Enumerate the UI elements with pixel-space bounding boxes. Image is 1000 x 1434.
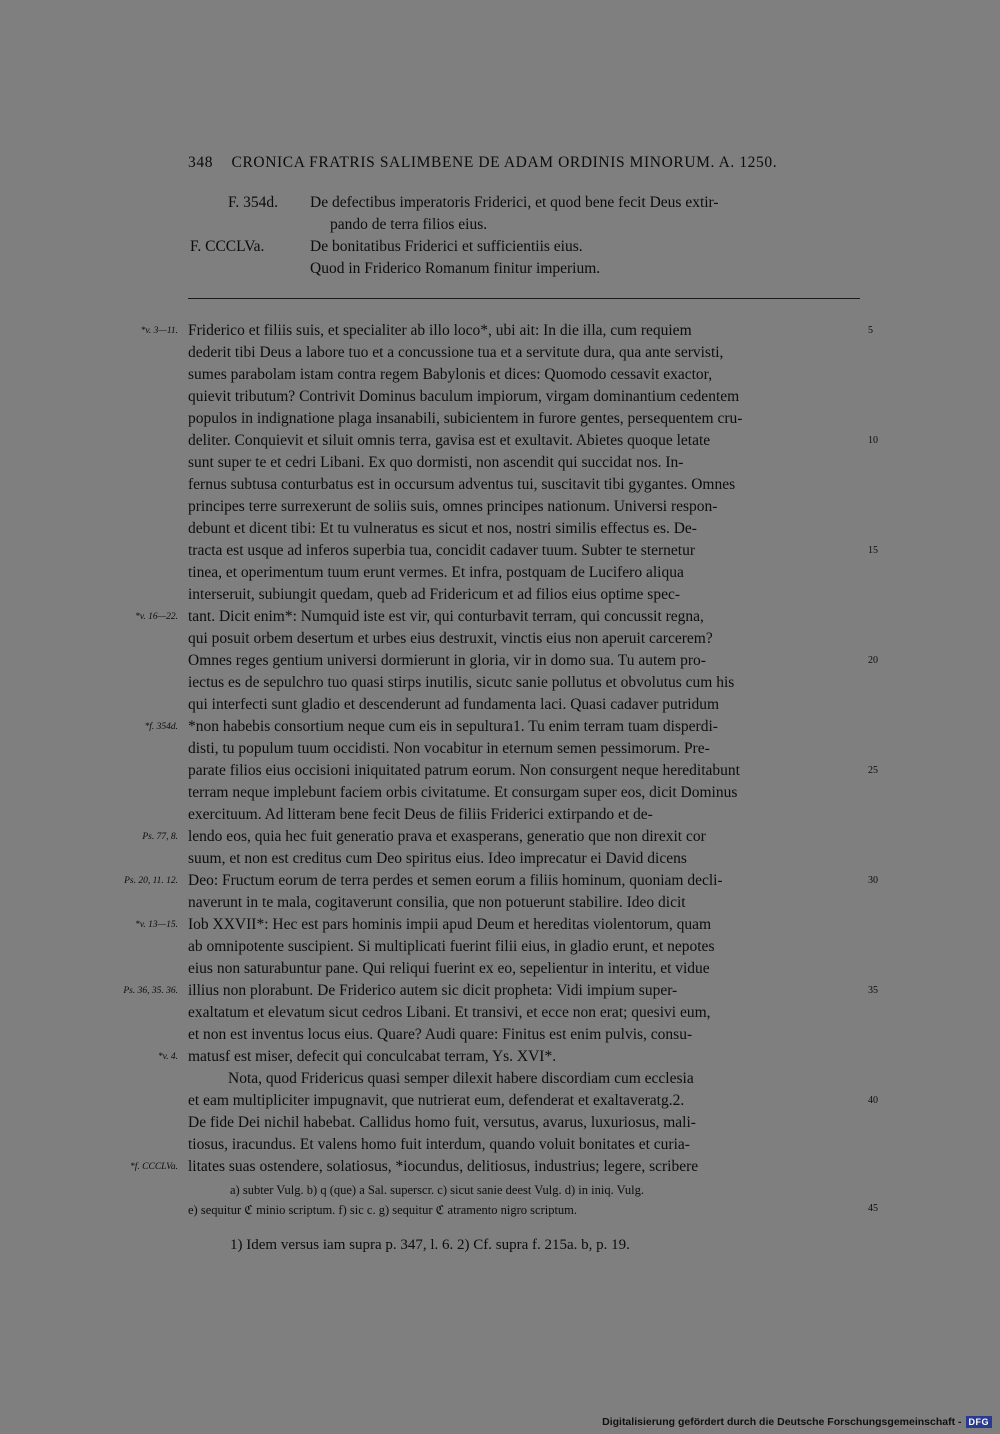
text-line: naverunt in te mala, cogitaverunt consilia, que non potuerunt stabilire. Ideo dicit xyxy=(188,894,686,911)
text-line: Nota, quod Fridericus quasi semper dilexit habere discordiam cum ecclesia xyxy=(228,1070,694,1087)
line-number: 5 xyxy=(868,325,873,336)
text-line: sumes parabolam istam contra regem Babylonis et dices: Quomodo cessavit exactor, xyxy=(188,366,713,383)
chapter-title: De bonitatibus Friderici et sufficientiis eius. xyxy=(310,238,583,255)
text-line: illius non plorabunt. De Friderico autem sic dicit propheta: Vidi impium super- xyxy=(188,982,678,999)
margin-reference: *f. CCCLVa. xyxy=(130,1162,178,1172)
text-line: tinea, et operimentum tuum erunt vermes. Et infra, postquam de Lucifero aliqua xyxy=(188,564,684,581)
credit-text: Digitalisierung gefördert durch die Deutsche Forschungsgemeinschaft - xyxy=(602,1416,962,1428)
text-line: debunt et dicent tibi: Et tu vulneratus es sicut et nos, nostri similis effectus es. De- xyxy=(188,520,697,537)
footnotes-line-1: a) subter Vulg. b) q (que) a Sal. superscr. c) sicut sanie deest Vulg. d) in iniq. Vulg. xyxy=(230,1183,644,1197)
margin-reference: Ps. 36, 35. 36. xyxy=(123,986,178,996)
text-line: suum, et non est creditus cum Deo spiritus eius. Ideo imprecatur ei David dicens xyxy=(188,850,687,867)
text-line: ab omnipotente suscipient. Si multiplicati fuerint filii eius, in gladio erunt, et nepotes xyxy=(188,938,715,955)
page-number: 348 xyxy=(188,154,214,171)
text-line: iectus es de sepulchro tuo quasi stirps inutilis, sicutc sanie pollutus et obvolutus cum his xyxy=(188,674,735,691)
margin-reference: *v. 16—22. xyxy=(135,612,178,622)
dfg-logo-icon: DFG xyxy=(966,1416,993,1428)
margin-reference: *v. 4. xyxy=(157,1052,178,1062)
text-line: De fide Dei nichil habebat. Callidus homo fuit, versutus, avarus, luxuriosus, mali- xyxy=(188,1114,696,1131)
text-line: principes terre surrexerunt de soliis suis, omnes principes nationum. Universi respon- xyxy=(188,498,718,515)
text-line: Omnes reges gentium universi dormierunt in gloria, vir in domo sua. Tu autem pro- xyxy=(188,652,706,669)
margin-reference: *f. 354d. xyxy=(144,722,178,732)
chapter-title: Quod in Friderico Romanum finitur imperium. xyxy=(310,260,601,277)
text-line: fernus subtusa conturbatus est in occursum adventus tui, suscitavit tibi gygantes. Omnes xyxy=(188,476,736,493)
text-line: disti, tu populum tuum occidisti. Non vocabitur in eternum semen pessimorum. Pre- xyxy=(188,740,710,757)
text-line: matusf est miser, defecit qui conculcabat terram, Ys. XVI*. xyxy=(188,1048,557,1065)
text-line: dederit tibi Deus a labore tuo et a concussione tua et a servitute dura, qua ante servisti, xyxy=(188,344,724,361)
text-line: deliter. Conquievit et siluit omnis terra, gavisa est et exultavit. Abietes quoque letate xyxy=(188,432,711,449)
text-line: Iob XXVII*: Hec est pars hominis impii apud Deum et hereditas violentorum, quam xyxy=(188,916,712,933)
text-line: et non est inventus locus eius. Quare? Audi quare: Finitus est enim pulvis, consu- xyxy=(188,1026,693,1043)
chapter-title-cont: pando de terra filios eius. xyxy=(330,216,488,233)
text-line: Deo: Fructum eorum de terra perdes et semen eorum a filiis hominum, quoniam decli- xyxy=(188,872,723,889)
text-line: tiosus, iracundus. Et valens homo fuit interdum, quando voluit bonitates et curia- xyxy=(188,1136,690,1153)
text-line: *non habebis consortium neque cum eis in sepultura1. Tu enim terram tuam disperdi- xyxy=(188,718,718,735)
text-line: quievit tributum? Contrivit Dominus baculum impiorum, virgam dominantium cedentem xyxy=(188,388,740,405)
line-number: 25 xyxy=(868,765,878,776)
line-number: 40 xyxy=(868,1095,878,1106)
text-line: Friderico et filiis suis, et specialiter ab illo loco*, ubi ait: In die illa, cum requiem xyxy=(188,322,692,339)
text-line: interseruit, subiungit quedam, queb ad Fridericum et ad filios eius optime spec- xyxy=(188,586,681,603)
text-line: tant. Dicit enim*: Numquid iste est vir, qui conturbavit terram, qui concussit regna, xyxy=(188,608,704,625)
text-line: terram neque implebunt faciem orbis civitatume. Et consurgam super eos, dicit Dominus xyxy=(188,784,738,801)
text-line: litates suas ostendere, solatiosus, *iocundus, delitiosus, industrius; legere, scribere xyxy=(188,1158,699,1175)
line-number: 35 xyxy=(868,985,878,996)
margin-reference: *v. 3—11. xyxy=(140,326,178,336)
margin-reference: Ps. 20, 11. 12. xyxy=(124,876,178,886)
text-line: eius non saturabuntur pane. Qui reliqui fuerint ex eo, sepelientur in interitu, et vidue xyxy=(188,960,710,977)
text-line: sunt super te et cedri Libani. Ex quo dormisti, non ascendit qui succidat nos. In- xyxy=(188,454,684,471)
line-number: 45 xyxy=(868,1203,878,1214)
text-line: populos in indignatione plaga insanabili, subicientem in furore gentes, persequentem cru- xyxy=(188,410,743,427)
running-title: CRONICA FRATRIS SALIMBENE DE ADAM ORDINIS MINORUM. A. 1250. xyxy=(231,154,778,171)
margin-reference: Ps. 77, 8. xyxy=(142,832,178,842)
text-line: et eam multipliciter impugnavit, que nutrierat eum, defenderat et exaltaveratg.2. xyxy=(188,1092,685,1109)
line-number: 20 xyxy=(868,655,878,666)
text-line: exercituum. Ad litteram bene fecit Deus de filiis Friderici extirpando et de- xyxy=(188,806,653,823)
footnotes-line-2: e) sequitur ℭ minio scriptum. f) sic c. g) sequitur ℭ atramento nigro scriptum. xyxy=(188,1203,578,1217)
text-line: exaltatum et elevatum sicut cedros Libani. Et transivi, et ecce non erat; quesivi eum, xyxy=(188,1004,711,1021)
dfg-credit[interactable] xyxy=(602,1416,992,1428)
folio-ref: F. CCCLVa. xyxy=(190,238,265,255)
margin-reference: *v. 13—15. xyxy=(135,920,178,930)
line-number: 15 xyxy=(868,545,878,556)
text-line: qui posuit orbem desertum et urbes eius destruxit, vinctis eius non aperuit carcerem? xyxy=(188,630,713,647)
folio-ref: F. 354d. xyxy=(228,194,279,211)
line-number: 30 xyxy=(868,875,878,886)
text-line: tracta est usque ad inferos superbia tua, concidit cadaver tuum. Subter te sternetur xyxy=(188,542,696,559)
endnotes: 1) Idem versus iam supra p. 347, l. 6. 2) Cf. supra f. 215a. b, p. 19. xyxy=(230,1237,630,1253)
running-header xyxy=(188,154,860,172)
text-line: parate filios eius occisioni iniquitated patrum eorum. Non consurgent neque hereditabunt xyxy=(188,762,740,779)
line-number: 10 xyxy=(868,435,878,446)
separator-rule xyxy=(188,298,860,299)
text-line: qui interfecti sunt gladio et descenderunt ad fundamenta laci. Quasi cadaver putridum xyxy=(188,696,720,713)
text-line: lendo eos, quia hec fuit generatio prava et exasperans, generatio que non direxit cor xyxy=(188,828,706,845)
chapter-title: De defectibus imperatoris Friderici, et quod bene fecit Deus extir- xyxy=(310,194,719,211)
